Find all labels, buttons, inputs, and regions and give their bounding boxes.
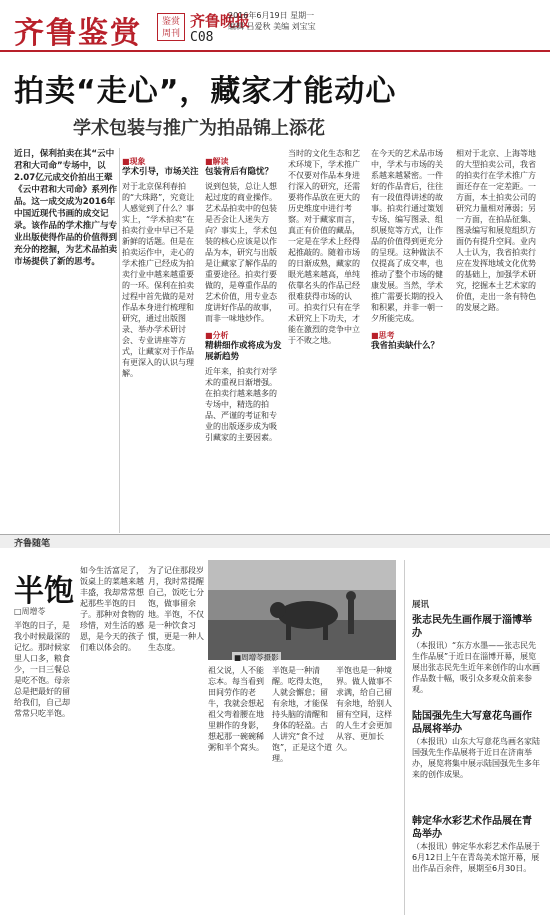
brief-title: 韩定华水彩艺术作品展在青岛举办 xyxy=(412,816,532,840)
section-body: 近年来，拍卖行对学术的重视日渐增强。在拍卖行越来越多的专场中，精选的拍品、严谨的考证和专业的出版逐步成为吸引藏家的主要因素。 xyxy=(205,367,277,442)
briefs-heading: 展讯 xyxy=(412,600,430,610)
essay-author: □周增苓 xyxy=(14,607,46,616)
essay-column-1: 半饱的日子，是我小时候最深的记忆。那时候家里人口多，粮食少，一日三餐总是吃不饱。母亲总是把最好的留给我们，自己却常常只吃半饱。 xyxy=(14,621,70,718)
article-column-3: 当时的文化生态和艺术环境下，学术推广不仅要对作品本身进行深入的研究，还需要将作品放在更大的历史维度中进行考察。对于藏家而言，真正有价值的藏品，一定是在学术上经得起推敲的。随着市场的日渐成熟，藏家的眼光越来越高，单纯依靠名头的作品已经很难获得市场的认可。拍卖行只有在学术研究上下功夫，才能在激烈的竞争中立于不败之地。 xyxy=(288,149,360,345)
section-label: ■思考 xyxy=(371,331,395,340)
essay-title: 半饱 xyxy=(14,574,74,609)
brief-body: （本报讯）山东大写意花鸟画名家陆国强先生作品展将于近日在济南举办，展览将集中展示陆国强先生多年来的创作成果。 xyxy=(412,737,540,779)
section-body: 在今天的艺术品市场中，学术与市场的关系越来越紧密。一件好的作品背后，往往有一段值得讲述的故事。拍卖行通过策划专场、编写图录、组织展览等方式，让作品的价值得到更充分的呈现。这种做法不仅提高了成交率，也推动了整个市场的健康发展。当然，学术推广需要长期的投入和积累，并非一朝一夕所能完成。 xyxy=(371,149,443,323)
masthead xyxy=(0,0,550,52)
masthead-column: 齐鲁晚报 xyxy=(190,12,251,30)
article-column-5: 相对于北京、上海等地的大型拍卖公司，我省的拍卖行在学术推广方面还存在一定差距。一方面，本土拍卖公司的研究力量相对薄弱；另一方面，在拍品征集、图录编写和展览组织方面仍有提升空间。业内人士认为，我省拍卖行应在发挥地域文化优势的基础上，加强学术研究，挖掘本土艺术家的价值，走出一条有特色的发展之路。 xyxy=(456,149,536,312)
page-title: 拍卖“走心”，藏家才能动心 xyxy=(14,74,397,109)
article-column-1 xyxy=(122,150,200,530)
essay-column-6: 半饱也是一种境界。做人做事不求满，给自己留有余地，给别人留有空间，这样的人生才会更加从容、更加长久。 xyxy=(336,666,392,752)
brief-title: 陆国强先生大写意花鸟画作品展将举办 xyxy=(412,711,532,735)
essay-column-3: 为了记住那段岁月，我时常提醒自己，饭吃七分饱，做事留余地。半饱，不仅是一种饮食习惯，更是一种人生态度。 xyxy=(148,566,204,652)
section-title: 包装背后有隐忧？ xyxy=(205,167,274,177)
brief-item xyxy=(412,815,540,874)
section-label: ■现象 xyxy=(122,157,146,166)
section-label: ■分析 xyxy=(205,331,229,340)
photo-caption: ■周增苓摄影 xyxy=(234,653,279,662)
brief-item xyxy=(412,614,540,695)
masthead-seal: 鉴赏周刊 xyxy=(157,13,185,41)
essay-column-5: 半饱是一种清醒。吃得太饱，人就会懈怠；留有余地，才能保持头脑的清醒和身体的轻盈。古人讲究“食不过饱”，正是这个道理。 xyxy=(272,666,333,763)
brief-title: 张志民先生画作展于淄博举办 xyxy=(412,615,532,639)
column-divider xyxy=(404,560,405,915)
date-line: 2016年6月19日 星期一 xyxy=(228,11,315,20)
essay-column-4: 祖父说，人不能忘本。每当看到田间劳作的老牛，我就会想起祖父弯着腰在地里耕作的身影，想起那一碗碗稀粥和半个窝头。 xyxy=(208,666,264,752)
section-divider xyxy=(0,534,550,548)
masthead-meta xyxy=(228,10,316,32)
page-number: C08 xyxy=(190,30,214,45)
editors-line: 编辑 吕爱秋 美编 刘宝宝 xyxy=(228,22,316,31)
section-body: 说到包装，总让人想起过度的商业操作。艺术品拍卖中的包装是否会让人迷失方向？事实上，学术包装的核心应该是以作品为本，研究与出版是让藏家了解作品的重要途径。拍卖行要做的，是尊重作品的艺术价值，用专业态度讲好作品的故事，而非一味地炒作。 xyxy=(205,182,277,323)
section-tag: 齐鲁随笔 xyxy=(14,539,51,549)
brief-item xyxy=(412,710,540,780)
field-ox-photo-icon xyxy=(208,560,396,660)
lead-paragraph: 近日，保利拍卖在其“云中君和大司命”专场中，以2.07亿元成交价拍出王翚《云中君和大司命》系列作品。这一成交成为2016年中国近现代书画的成交记录。该作品的学术推广与专业出版使得作品的价值得到充分的挖掘，为艺术品拍卖市场提供了新的思考。 xyxy=(14,149,118,267)
essay-photo xyxy=(208,560,396,660)
essay-column-2: 如今生活富足了，饭桌上的菜越来越丰盛，我却常常想起那些半饱的日子。那种对食物的珍惜，对生活的感恩，是今天的孩子们难以体会的。 xyxy=(80,566,144,652)
brief-body: （本报讯）韩定华水彩艺术作品展于6月12日上午在青岛美术馆开幕，展出作品百余件，展期至6月30日。 xyxy=(412,842,540,873)
article-column-4 xyxy=(371,148,449,528)
page-subtitle: 学术包装与推广为拍品锦上添花 xyxy=(73,118,325,139)
section-title: 学术引导，市场关注 xyxy=(122,167,199,177)
brief-body: （本报讯）“东方水墨——张志民先生作品展”于近日在淄博开幕，展览展出张志民先生近年来创作的山水画作品数十幅，吸引众多观众前来参观。 xyxy=(412,641,540,694)
section-label: ■解读 xyxy=(205,157,229,166)
column-divider xyxy=(119,148,120,533)
section-title: 精耕细作或将成为发展新趋势 xyxy=(205,341,282,362)
section-title: 我省拍卖缺什么？ xyxy=(371,341,440,351)
article-column-2 xyxy=(205,150,283,530)
masthead-logo: 齐鲁鉴赏 xyxy=(14,16,142,51)
section-body: 对于北京保利春拍的“大珠路”，究竟让人感觉到了什么？事实上，“学术拍卖”在拍卖行业中早已不是新鲜的话题。但是在拍卖运作中，走心的学术推广已经成为拍卖行业中越来越重要的一环。保利在拍卖过程中首先做的是对作品本身进行梳理和研究，通过出版图录、举办学术研讨会、专业讲座等方式，让藏家对于作品有更深入的认识与理解。 xyxy=(122,182,195,378)
